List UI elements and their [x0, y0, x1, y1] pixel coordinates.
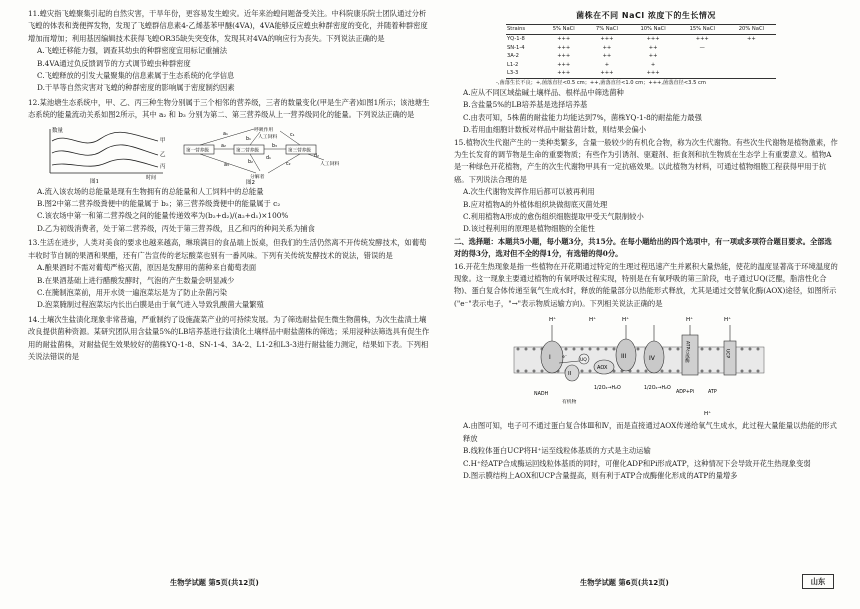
table-cell [678, 52, 727, 61]
fig2-level1-label: 第一营养级 [186, 148, 209, 154]
table-cell [727, 44, 776, 53]
fig2-top-label: 呼吸作用 [254, 127, 274, 133]
table-cell: +++ [557, 44, 571, 51]
fig2-a1: a₁ [223, 131, 228, 137]
table-note: -,菌落生长不良；+,菌落直径<0.5 cm；++,菌落直径<1.0 cm；+++,菌落直径<3.5 cm [496, 79, 706, 86]
table-cell: +++ [557, 61, 571, 68]
question-14 [28, 314, 432, 364]
q13-stem: 13.生活在进步，人类对美食的要求也越来越高，琳琅满目的食品端上饭桌，但我们的生活仍然离不开传统发酵技术，如葡萄丰收时节自制的果酒和果醋，还有广告宣传的老坛酸菜也别有一番风味。下列有关传统发酵技术的说法，错误的是 [28, 238, 427, 260]
table-cell: + [650, 61, 656, 68]
uq-label: UQ [580, 358, 587, 364]
fig1-curve-jia [52, 132, 158, 143]
table-cell: YQ-1-8 [507, 36, 525, 42]
h-plus-label: H⁺ [686, 317, 694, 324]
ucp-label: UCP [724, 349, 730, 359]
q13-option-a: A.酿果酒时不需对葡萄严格灭菌，原因是发酵用的菌种来自葡萄表面 [37, 263, 257, 273]
q14-options [454, 87, 838, 137]
table-cell: +++ [557, 36, 571, 42]
table-row [506, 61, 776, 70]
complex-I-label: I [549, 354, 551, 362]
fig2-a3: a₃ [224, 162, 229, 168]
right-column [454, 8, 838, 482]
table-cell [678, 69, 727, 78]
table-row [506, 44, 776, 53]
table-cell: SN-1-4 [507, 44, 525, 51]
h-plus-label: H⁺ [622, 317, 630, 324]
table-cell: +++ [557, 53, 571, 60]
table-cell: +++ [600, 36, 614, 42]
q12-option-d: D.乙为初级消费者，处于第二营养级，丙处于第三营养级，且乙和丙的种间关系为捕食 [37, 223, 315, 233]
fig2-mid-label: 人工饲料 [258, 134, 278, 140]
q13-option-d: D.泡菜腌制过程泡菜坛内长出白膜是由于氧气进入导致乳酸菌大量繁殖 [37, 300, 264, 310]
table-row [506, 52, 776, 61]
iv-water-label: 1/2O₂→H₂O [644, 386, 671, 392]
fig2-c2: c₂ [286, 161, 291, 167]
table-row [506, 35, 776, 44]
table-title: 菌株在不同 NaCl 浓度下的生长情况 [576, 11, 716, 20]
fig1-xlabel: 时间 [146, 174, 157, 181]
q11-option-c: C.飞蝗释放的引发大量聚集的信息素属于生态系统的化学信息 [37, 71, 235, 81]
table-cell: +++ [542, 69, 585, 78]
table-cell: ++ [747, 36, 756, 42]
q11-option-b: B.4VA通过负反馈调节的方式调节蝗虫种群密度 [37, 58, 191, 68]
q15-stem: 15.植物次生代谢产生的一类种类繁多，含量一般较少的有机化合物，称为次生代谢物。有些次生代谢物是植物激素，作为生长发育的调节物是生命的重要物质；有些作为引诱剂、驱避剂、拒食剂和抗生物质在生态学上有重要意义。植物A是一种绿色开花植物，产生的次生代谢物甲具有一定抗癌效果。以此植物为材料，可通过植物细胞工程获得甲用于抗癌。下列说法合理的是 [454, 137, 838, 184]
q13-option-b: B.在果酒基础上进行醋酸发酵时，气泡的产生数量会明显减少 [37, 275, 235, 285]
q15-option-a: A.次生代谢物发挥作用后都可以被再利用 [463, 187, 595, 197]
complex-III-label: III [621, 353, 627, 361]
fig1-caption: 图1 [90, 178, 99, 185]
table-cell: ++ [648, 53, 658, 60]
adp-label: ADP+Pi [676, 390, 695, 396]
h-plus-label: H⁺ [589, 317, 597, 324]
fig1-label-bing: 丙 [160, 163, 166, 170]
fig1-label-jia: 甲 [160, 137, 166, 144]
table-cell: +++ [695, 36, 709, 42]
q16-stem: 16.开花生热现象是指一些植物在开花期通过特定的生理过程迅速产生并累积大量热能，使花的温度显著高于环境温度的现象。这一现象主要通过植物的有氧呼吸过程实现，特别是在有氧呼吸的第三阶段，电子通过UQ(泛醌，脂溶性化合物)、蛋白复合体传递至氧气生成水时，释放的能量部分以热能形式释放，尤其是通过交替氧化酶(AOX)途径，如图所示("e⁻"表示电子，"→"表示物质运输方向)。下列相关说法正确的是 [454, 261, 838, 308]
fig1-curve-bing [52, 159, 158, 167]
table-cell: L1-2 [507, 61, 519, 68]
complex-I [541, 341, 563, 373]
q14-option-d: D.若用血细胞计数板对样品中耐盐菌计数，则结果会偏小 [463, 125, 647, 135]
h-plus-label: H⁺ [704, 411, 712, 418]
fig2-level3-label: 第三营养级 [288, 148, 311, 154]
q12-option-b: B.图2中第二营养级粪便中的能量属于 b₂；第三营养级粪便中的能量属于 c₂ [37, 199, 281, 209]
fig2-bottom-label: 分解者 [250, 174, 265, 180]
fig2-level2-label: 第二营养级 [236, 148, 259, 154]
q12-stem: 12.某池塘生态系统中，甲、乙、丙三种生物分别属于三个相邻的营养级，三者的数量变化(甲是生产者)如图1所示；该池塘生态系统的能量流动关系如图2所示，其中 a₂ 和 b₃ 分别为第二、第三营养级从上一营养级同化的能量。下列说法正确的是 [28, 97, 430, 120]
figure-2 [184, 126, 339, 185]
table-row [506, 69, 776, 78]
footer-page-5: 生物学试题 第5页(共12页) [170, 578, 259, 587]
q16-option-d: D.图示膜结构上AOX和UCP含量提高，则有利于ATP合成酶催化形成的ATP的量增多 [463, 470, 738, 480]
table-header: 15% NaCl [678, 25, 727, 35]
aox-water-label: 1/2O₂→H₂O [594, 386, 621, 392]
strain-table [506, 24, 776, 79]
fig2-right-label: 人工饲料 [320, 161, 340, 167]
q12-figures [28, 123, 432, 185]
question-11 [28, 8, 432, 95]
question-13 [28, 237, 432, 311]
fig2-b3: b₃ [272, 143, 277, 149]
q16-option-c: C.H⁺经ATP合成酶运回线粒体基质的同时，可催化ADP和Pi形成ATP，这种情况下会导致开花生热现象变弱 [463, 458, 811, 468]
fig2-c1: c₁ [290, 132, 295, 138]
q15-option-b: B.应对植物A的外植体组织块做彻底灭菌处理 [463, 199, 608, 209]
q13-option-c: C.在腌制泡菜前，用开水烫一遍泡菜坛是为了防止杂菌污染 [37, 287, 228, 297]
q14-option-b: B.含盐量5%的LB培养基是选择培养基 [463, 100, 588, 110]
table-header: 10% NaCl [629, 25, 678, 35]
footer-page-6: 生物学试题 第6页(共12页) [580, 578, 669, 587]
fig2-d1: d₁ [266, 155, 271, 161]
table-cell [727, 69, 776, 78]
section-2-heading: 二、选择题：本题共5小题，每小题3分，共15分。在每小题给出的四个选项中，有一项或多项符合题目要求。全部选对的得3分，选对但不全的得1分，有选错的得0分。 [454, 236, 832, 259]
q14-stem: 14.土壤次生盐渍化现象非常普遍，严重制约了设施蔬菜产业的可持续发展。为了筛选耐盐促生微生物菌株，为次生盐渍土壤改良提供菌种资源。某研究团队用含盐量5%的LB培养基进行盐渍化土壤样品中耐盐菌株的筛选；采用浸种法筛选具有促生作用的耐盐菌株，对耐盐促生效果较好的菌株YQ-1-8、SN-1-4、3A-2、L1-2和L3-3进行耐盐能力测定，结果如下表。下列相关说法错误的是 [28, 314, 430, 361]
table-header: 7% NaCl [585, 25, 628, 35]
table-cell [678, 61, 727, 70]
atp-synthase-label: ATP合成酶 [684, 341, 690, 363]
fig1-label-yi: 乙 [160, 151, 166, 158]
fig2-a2: a₂ [221, 143, 226, 149]
fig2-b1: b₁ [246, 136, 251, 142]
table-cell: +++ [646, 36, 660, 42]
complex-II-label: II [568, 371, 572, 378]
figure-1 [50, 126, 166, 185]
fig1-ylabel: 数量 [52, 127, 64, 134]
q12-option-c: C.该农场中第一和第二营养级之间的能量传递效率为(b₂+d₂)/(a₂+d₁)×100% [37, 211, 289, 221]
q11-option-a: A.飞蝗迁移能力强，调查其幼虫的种群密度宜用标记重捕法 [37, 46, 228, 56]
q11-option-d: D.干旱等自然灾害对飞蝗的种群密度的影响属于密度制约因素 [37, 83, 235, 93]
table-cell [727, 52, 776, 61]
q16-option-b: B.线粒体蛋白UCP将H⁺运至线粒体基质的方式是主动运输 [463, 446, 651, 456]
table-cell: ++ [602, 44, 612, 51]
fig2-caption: 图2 [246, 179, 255, 185]
table-cell: — [699, 44, 705, 51]
q15-option-d: D.该过程利用的原理是植物细胞的全能性 [463, 224, 595, 234]
table-header: Strains [506, 25, 542, 35]
atp-label: ATP [708, 390, 717, 396]
h-plus-label: H⁺ [549, 317, 557, 324]
question-16 [454, 261, 838, 483]
table-cell [727, 61, 776, 70]
q14-option-a: A.应从不同区域盐碱土壤样品、根样品中筛选菌种 [463, 87, 624, 97]
table-cell: L3-3 [506, 69, 542, 78]
fig2-line-dec3 [268, 154, 300, 173]
h-plus-label: H⁺ [724, 317, 732, 324]
organic-label: 有机物 [562, 400, 577, 406]
left-column [28, 8, 432, 363]
table-header: 5% NaCl [542, 25, 585, 35]
province-badge: 山东 [802, 574, 834, 589]
table-cell: 3A-2 [507, 53, 519, 60]
question-15 [454, 137, 838, 236]
fig2-d2: d₂ [314, 153, 319, 159]
table-cell: +++ [629, 69, 678, 78]
q12-option-a: A.流入该农场的总能量是现有生物拥有的总能量和人工饲料中的总能量 [37, 186, 264, 196]
fig1-curve-yi [52, 145, 158, 155]
q14-option-c: C.由表可知，5株菌的耐盐能力均能达到7%，菌株YQ-1-8的耐盐能力最强 [463, 112, 702, 122]
question-12 [28, 97, 432, 235]
q16-option-a: A.由图可知，电子可不通过蛋白复合体Ⅲ和Ⅳ，而是直接通过AOX传递给氧气生成水，此过程大量能量以热能的形式释放 [463, 421, 837, 443]
q16-figure [454, 311, 838, 419]
fig2-b2: b₂ [248, 159, 253, 165]
membrane-diagram [454, 311, 838, 419]
complex-IV-label: IV [649, 355, 655, 363]
q12-figure-svg [28, 123, 432, 185]
table-cell: + [604, 61, 610, 68]
table-header-row [506, 25, 776, 35]
table-cell: +++ [585, 69, 628, 78]
electron-label: e⁻ [562, 355, 568, 361]
table-header: 20% NaCl [727, 25, 776, 35]
aox-label: AOX [597, 365, 608, 372]
q15-option-c: C.利用植物A形成的愈伤组织细胞提取甲受天气限制较小 [463, 212, 644, 222]
nadh-label: NADH [534, 392, 549, 398]
table-cell: ++ [602, 53, 612, 60]
q11-stem: 11.蝗灾指飞蝗聚集引起的自然灾害，干旱年份，更容易发生蝗灾。近年来治蝗问题备受关注。中科院康乐院士团队通过分析飞蝗的体表和粪便挥发物，发现了飞蝗群信息素4-乙烯基苯甲醚(4VA)，4VA能够反应蝗虫种群密度的变化，并随着种群密度增加而增加；利用基因编辑技术获得飞蝗OR35缺失突变体，发现其对4VA的响应行为丧失。下列说法正确的是 [28, 9, 428, 43]
table-cell: ++ [648, 44, 658, 51]
